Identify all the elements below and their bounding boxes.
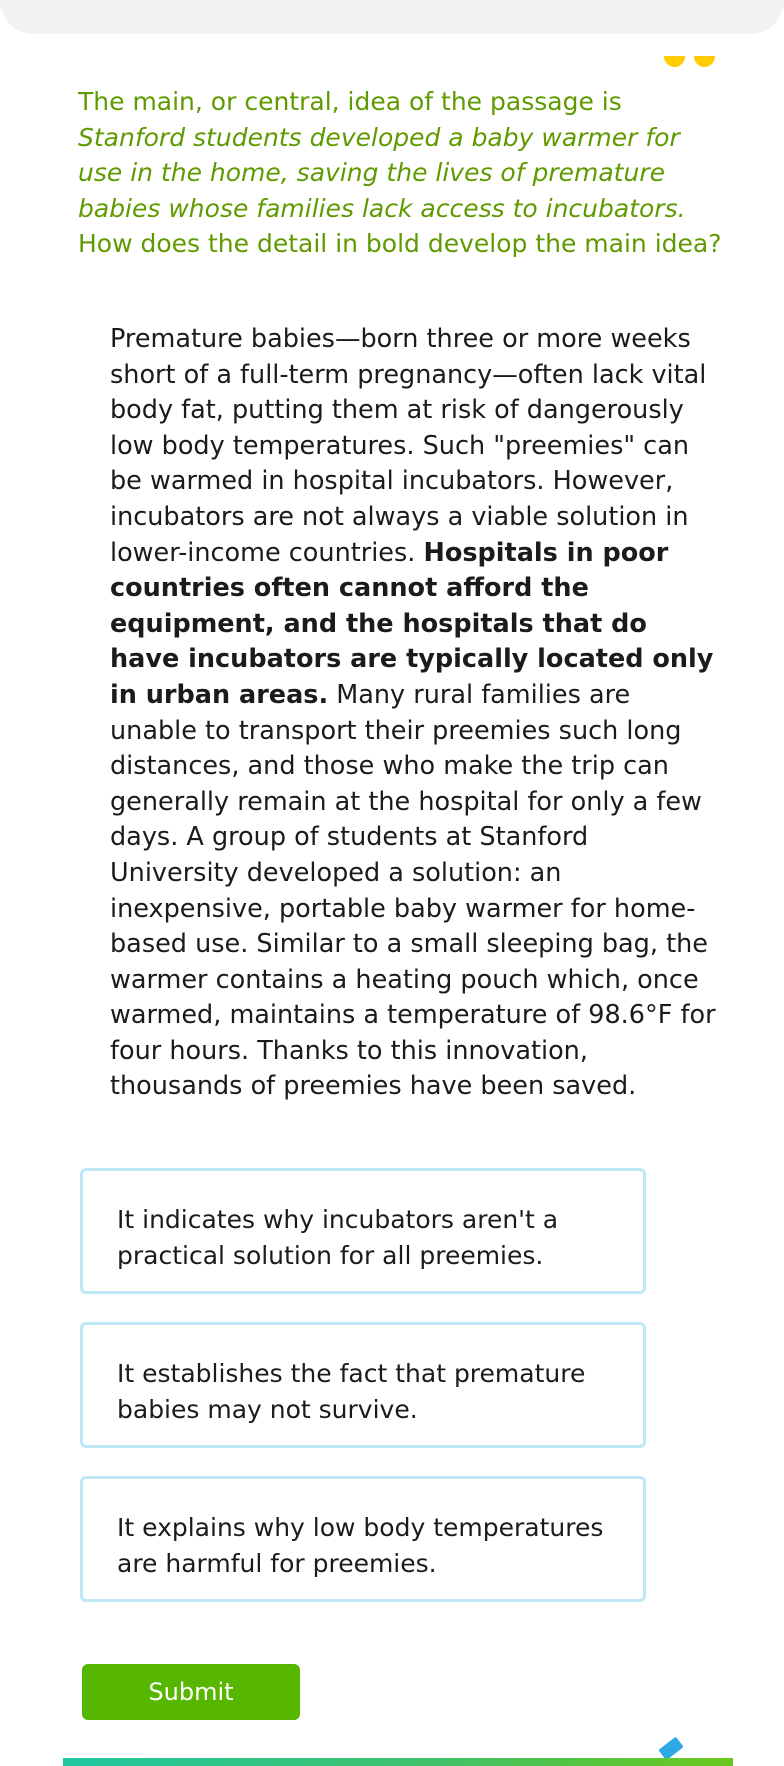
question-text: [78, 84, 728, 262]
progress-bar: [63, 1758, 733, 1766]
passage-text-before-bold: Premature babies—born three or more weeks short of a full-term pregnancy—often lack vital body fat, putting them at risk of dangerously low body temperatures. Such "preemies" can be warmed in hospital incubators. However, incubators are not always a viable solution in lower-income countries.: [110, 324, 707, 568]
answer-option-1[interactable]: [80, 1168, 646, 1294]
question-prompt: How does the detail in bold develop the main idea?: [78, 229, 722, 259]
answer-option-label: It establishes the fact that premature babies may not survive.: [117, 1359, 586, 1424]
answer-option-label: It indicates why incubators aren't a practical solution for all preemies.: [117, 1205, 559, 1270]
pencil-icon[interactable]: [658, 1737, 683, 1761]
top-bar: [0, 0, 784, 34]
mascot-eyes-icon: [664, 56, 716, 70]
answer-option-label: It explains why low body temperatures are harmful for preemies.: [117, 1513, 604, 1578]
reading-passage: [110, 322, 722, 1105]
mascot-left-eye: [664, 56, 685, 67]
passage-bold-detail: Hospitals in poor countries often cannot afford the equipment, and the hospitals that do have incubators are typically located only in urban areas.: [110, 537, 714, 710]
submit-button[interactable]: Submit: [82, 1664, 300, 1720]
mascot-right-eye: [694, 56, 715, 67]
answer-option-3[interactable]: [80, 1476, 646, 1602]
question-intro: The main, or central, idea of the passage is: [78, 87, 622, 116]
question-main-idea: Stanford students developed a baby warmer for use in the home, saving the lives of premature babies whose families lack access to incubators.: [78, 122, 686, 223]
answer-option-2[interactable]: [80, 1322, 646, 1448]
passage-text-after-bold: Many rural families are unable to transport their preemies such long distances, and those who make the trip can generally remain at the hospital for only a few days. A group of students at Stanford University developed a solution: an inexpensive, portable baby warmer for home-based use. Similar to a small sleeping bag, the warmer contains a heating pouch which, once warmed, maintains a temperature of 98.6°F for four hours. Thanks to this innovation, thousands of preemies have been saved.: [110, 679, 716, 1102]
